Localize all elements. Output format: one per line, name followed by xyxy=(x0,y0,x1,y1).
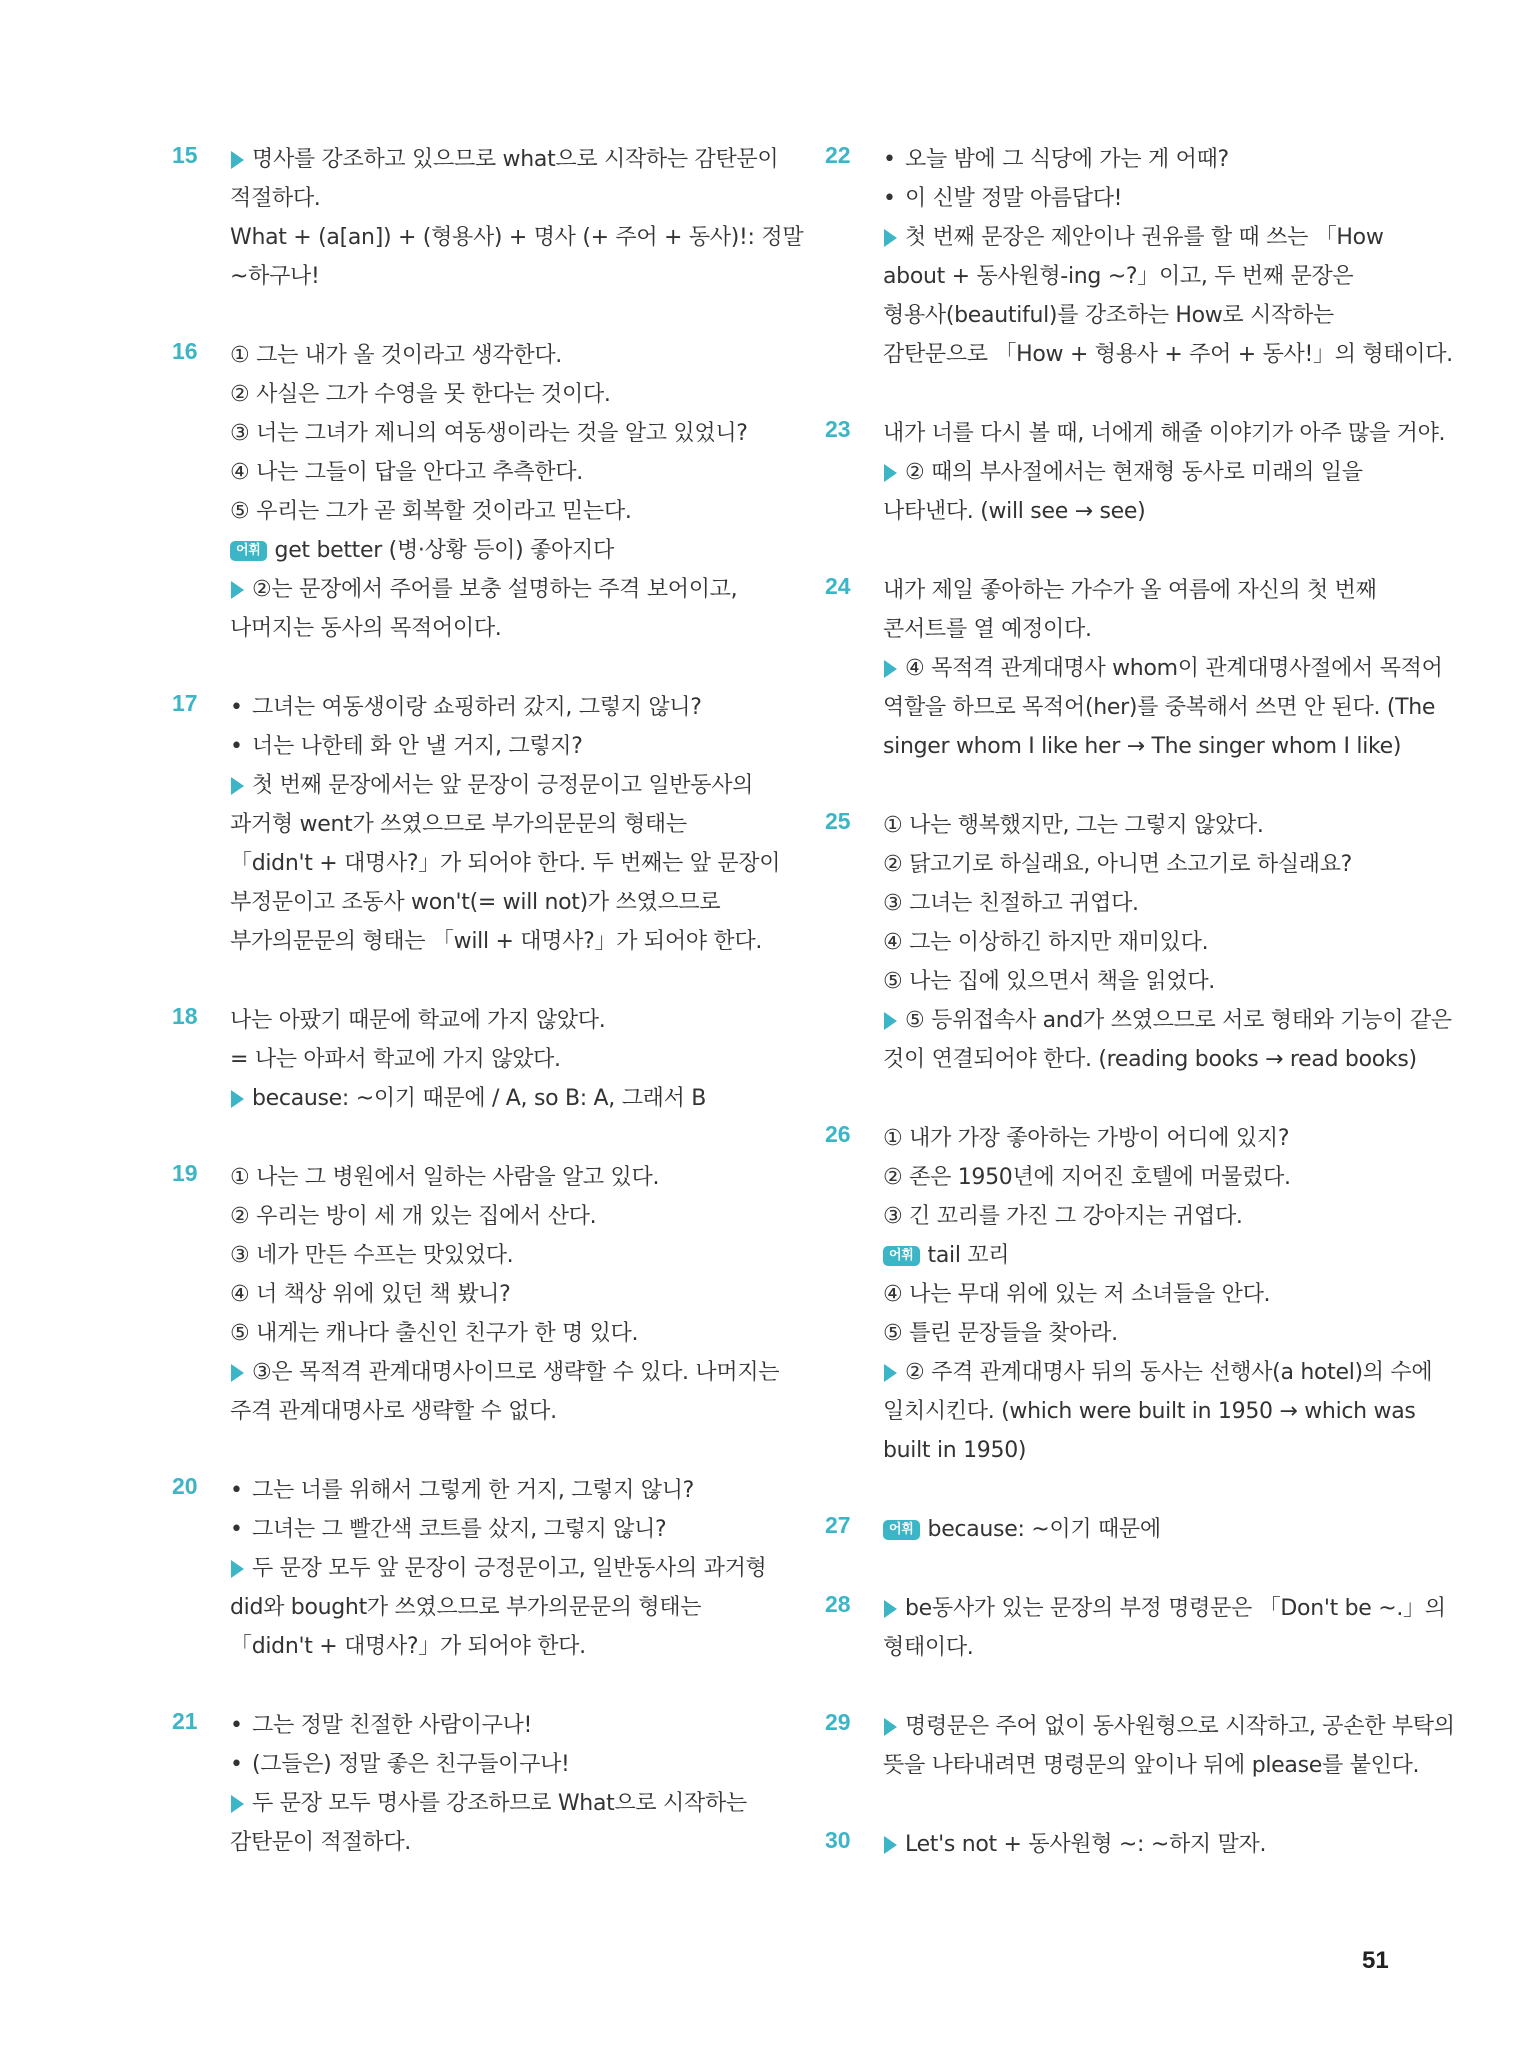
vocabulary-line xyxy=(230,531,752,570)
text-line: = 나는 아파서 학교에 가지 않았다. xyxy=(230,1047,561,1072)
bullet-text: 그녀는 그 빨간색 코트를 샀지, 그렇지 않니? xyxy=(252,1517,667,1542)
text-line: ④ 나는 그들이 답을 안다고 추측한다. xyxy=(230,460,583,485)
question-number: 23 xyxy=(825,416,851,442)
text-line: 부정문이고 조동사 won't(= will not)가 쓰였으므로 xyxy=(230,890,721,915)
triangle-arrow-icon xyxy=(884,229,897,247)
triangle-arrow-icon xyxy=(231,1364,244,1382)
text-line: 뜻을 나타내려면 명령문의 앞이나 뒤에 please를 붙인다. xyxy=(883,1753,1420,1778)
triangle-arrow-icon xyxy=(884,464,897,482)
question-number: 29 xyxy=(825,1709,851,1735)
answer-item-29 xyxy=(825,1707,1455,1785)
text-line: ④ 그는 이상하긴 하지만 재미있다. xyxy=(883,930,1209,955)
text-line: ③ 그녀는 친절하고 귀엽다. xyxy=(883,891,1139,916)
vocab-text: get better (병·상황 등이) 좋아지다 xyxy=(274,538,614,563)
triangle-arrow-icon xyxy=(884,1718,897,1736)
text-line: ⑤ 나는 집에 있으면서 책을 읽었다. xyxy=(883,969,1215,994)
explanation-text: because: ~이기 때문에 / A, so B: A, 그래서 B xyxy=(252,1086,707,1111)
question-number: 25 xyxy=(825,808,851,834)
answer-item-23 xyxy=(825,414,1446,531)
explanation-text: 두 문장 모두 앞 문장이 긍정문이고, 일반동사의 과거형 xyxy=(252,1556,767,1581)
vocab-badge: 어휘 xyxy=(230,541,267,561)
bullet-text: 너는 나한테 화 안 낼 거지, 그렇지? xyxy=(252,734,583,759)
question-number: 19 xyxy=(172,1160,198,1186)
explanation-text: 두 문장 모두 명사를 강조하므로 What으로 시작하는 xyxy=(252,1791,747,1816)
answer-item-27 xyxy=(825,1510,1415,1549)
question-number: 17 xyxy=(172,690,198,716)
question-number: 28 xyxy=(825,1591,851,1617)
text-line: ① 나는 행복했지만, 그는 그렇지 않았다. xyxy=(883,813,1264,838)
explanation-line xyxy=(883,1825,1415,1864)
explanation-line xyxy=(230,1079,752,1118)
triangle-arrow-icon xyxy=(884,1012,897,1030)
answer-item-24 xyxy=(825,571,1443,766)
text-line: 콘서트를 열 예정이다. xyxy=(883,617,1092,642)
explanation-line xyxy=(883,1353,1433,1392)
text-line: ① 내가 가장 좋아하는 가방이 어디에 있지? xyxy=(883,1126,1290,1151)
explanation-text: ②는 문장에서 주어를 보충 설명하는 주격 보어이고, xyxy=(252,577,738,602)
question-number: 21 xyxy=(172,1708,198,1734)
answer-item-16 xyxy=(172,336,752,648)
question-number: 24 xyxy=(825,573,851,599)
text-line: ③ 네가 만든 수프는 맛있었다. xyxy=(230,1243,514,1268)
text-line: 나는 아팠기 때문에 학교에 가지 않았다. xyxy=(230,1008,606,1033)
triangle-arrow-icon xyxy=(884,1836,897,1854)
triangle-arrow-icon xyxy=(231,1560,244,1578)
triangle-arrow-icon xyxy=(231,581,244,599)
text-line: 형용사(beautiful)를 강조하는 How로 시작하는 xyxy=(883,303,1334,328)
vocab-badge: 어휘 xyxy=(883,1246,920,1266)
text-line: ③ 긴 꼬리를 가진 그 강아지는 귀엽다. xyxy=(883,1204,1243,1229)
explanation-line xyxy=(230,1784,752,1823)
text-line: ④ 나는 무대 위에 있는 저 소녀들을 안다. xyxy=(883,1282,1271,1307)
question-number: 15 xyxy=(172,142,198,168)
text-line: 것이 연결되어야 한다. (reading books → read books) xyxy=(883,1047,1417,1072)
bullet-line xyxy=(230,688,752,727)
explanation-line xyxy=(230,140,779,179)
triangle-arrow-icon xyxy=(231,151,244,169)
explanation-line xyxy=(883,1001,1452,1040)
triangle-arrow-icon xyxy=(884,660,897,678)
text-line: ⑤ 틀린 문장들을 찾아라. xyxy=(883,1321,1118,1346)
text-line: did와 bought가 쓰였으므로 부가의문문의 형태는 xyxy=(230,1595,702,1620)
text-line: 감탄문으로 「How + 형용사 + 주어 + 동사!」의 형태이다. xyxy=(883,342,1453,367)
text-line: 형태이다. xyxy=(883,1635,974,1660)
explanation-text: 명사를 강조하고 있으므로 what으로 시작하는 감탄문이 xyxy=(252,147,779,172)
answer-item-18 xyxy=(172,1001,752,1118)
vocab-badge: 어휘 xyxy=(883,1520,920,1540)
bullet-text: (그들은) 정말 좋은 친구들이구나! xyxy=(252,1752,570,1777)
explanation-line xyxy=(883,649,1443,688)
left-column xyxy=(172,140,804,1902)
bullet-text: 그는 정말 친절한 사람이구나! xyxy=(252,1713,533,1738)
vocab-text: because: ~이기 때문에 xyxy=(927,1517,1161,1542)
text-line: ⑤ 우리는 그가 곧 회복할 것이라고 믿는다. xyxy=(230,499,632,524)
question-number: 18 xyxy=(172,1003,198,1029)
text-line: 나타낸다. (will see → see) xyxy=(883,499,1146,524)
triangle-arrow-icon xyxy=(884,1600,897,1618)
vocabulary-line xyxy=(883,1236,1415,1275)
text-line: ④ 너 책상 위에 있던 책 봤니? xyxy=(230,1282,511,1307)
question-number: 20 xyxy=(172,1473,198,1499)
explanation-line xyxy=(230,1353,780,1392)
answer-item-25 xyxy=(825,806,1452,1079)
vocab-text: tail 꼬리 xyxy=(927,1243,1010,1268)
text-line: What + (a[an]) + (형용사) + 명사 (+ 주어 + 동사)!: 정말 xyxy=(230,225,804,250)
bullet-line xyxy=(230,1745,752,1784)
bullet-line xyxy=(230,1706,752,1745)
bullet-line xyxy=(230,1471,752,1510)
explanation-line xyxy=(230,570,752,609)
explanation-text: 첫 번째 문장은 제안이나 권유를 할 때 쓰는 「How xyxy=(905,225,1384,250)
text-line: 내가 너를 다시 볼 때, 너에게 해줄 이야기가 아주 많을 거야. xyxy=(883,421,1446,446)
answer-item-26 xyxy=(825,1119,1433,1470)
text-line: ① 나는 그 병원에서 일하는 사람을 알고 있다. xyxy=(230,1165,660,1190)
explanation-text: ② 때의 부사절에서는 현재형 동사로 미래의 일을 xyxy=(905,460,1363,485)
bullet-text: 오늘 밤에 그 식당에 가는 게 어때? xyxy=(905,147,1229,172)
right-column xyxy=(825,140,1455,1904)
text-line: 일치시킨다. (which were built in 1950 → which was xyxy=(883,1399,1416,1424)
explanation-text: ③은 목적격 관계대명사이므로 생략할 수 있다. 나머지는 xyxy=(252,1360,780,1385)
bullet-text: 그녀는 여동생이랑 쇼핑하러 갔지, 그렇지 않니? xyxy=(252,695,702,720)
text-line: ③ 너는 그녀가 제니의 여동생이라는 것을 알고 있었니? xyxy=(230,421,748,446)
text-line: ② 우리는 방이 세 개 있는 집에서 산다. xyxy=(230,1204,597,1229)
explanation-line xyxy=(883,1589,1446,1628)
text-line: ① 그는 내가 올 것이라고 생각한다. xyxy=(230,343,562,368)
explanation-line xyxy=(230,1549,767,1588)
explanation-text: 첫 번째 문장에서는 앞 문장이 긍정문이고 일반동사의 xyxy=(252,773,754,798)
answer-item-28 xyxy=(825,1589,1446,1667)
bullet-line xyxy=(230,1510,752,1549)
text-line: 「didn't + 대명사?」가 되어야 한다. xyxy=(230,1634,586,1659)
bullet-line xyxy=(883,179,1415,218)
explanation-line xyxy=(230,766,752,805)
question-number: 26 xyxy=(825,1121,851,1147)
page-number: 51 xyxy=(1362,1947,1389,1974)
explanation-text: ⑤ 등위접속사 and가 쓰였으므로 서로 형태와 기능이 같은 xyxy=(905,1008,1452,1033)
answer-item-30 xyxy=(825,1825,1415,1864)
triangle-arrow-icon xyxy=(231,1795,244,1813)
question-number: 27 xyxy=(825,1512,851,1538)
triangle-arrow-icon xyxy=(231,1090,244,1108)
text-line: 부가의문문의 형태는 「will + 대명사?」가 되어야 한다. xyxy=(230,929,763,954)
explanation-line xyxy=(883,453,1415,492)
explanation-text: ④ 목적격 관계대명사 whom이 관계대명사절에서 목적어 xyxy=(905,656,1443,681)
text-line: 적절하다. xyxy=(230,186,321,211)
text-line: singer whom I like her → The singer whom I like) xyxy=(883,734,1402,759)
triangle-arrow-icon xyxy=(231,777,244,795)
answer-item-21 xyxy=(172,1706,752,1862)
bullet-text: 그는 너를 위해서 그렇게 한 거지, 그렇지 않니? xyxy=(252,1478,695,1503)
question-number: 16 xyxy=(172,338,198,364)
explanation-line xyxy=(883,1707,1455,1746)
question-number: 22 xyxy=(825,142,851,168)
text-line: 과거형 went가 쓰였으므로 부가의문문의 형태는 xyxy=(230,812,687,837)
text-line: 「didn't + 대명사?」가 되어야 한다. 두 번째는 앞 문장이 xyxy=(230,851,781,876)
answer-item-15 xyxy=(172,140,804,296)
text-line: 내가 제일 좋아하는 가수가 올 여름에 자신의 첫 번째 xyxy=(883,578,1377,603)
text-line: ~하구나! xyxy=(230,264,320,289)
explanation-text: Let's not + 동사원형 ~: ~하지 말자. xyxy=(905,1832,1267,1857)
bullet-line xyxy=(230,727,752,766)
text-line: about + 동사원형-ing ~?」이고, 두 번째 문장은 xyxy=(883,264,1354,289)
text-line: built in 1950) xyxy=(883,1438,1027,1463)
answer-item-19 xyxy=(172,1158,780,1431)
explanation-text: be동사가 있는 문장의 부정 명령문은 「Don't be ~.」의 xyxy=(905,1596,1446,1621)
text-line: ② 존은 1950년에 지어진 호텔에 머물렀다. xyxy=(883,1165,1291,1190)
answer-item-22 xyxy=(825,140,1453,374)
bullet-line xyxy=(883,140,1415,179)
text-line: ⑤ 내게는 캐나다 출신인 친구가 한 명 있다. xyxy=(230,1321,639,1346)
text-line: ② 닭고기로 하실래요, 아니면 소고기로 하실래요? xyxy=(883,852,1353,877)
explanation-text: ② 주격 관계대명사 뒤의 동사는 선행사(a hotel)의 수에 xyxy=(905,1360,1433,1385)
text-line: ② 사실은 그가 수영을 못 한다는 것이다. xyxy=(230,382,611,407)
answer-item-17 xyxy=(172,688,781,961)
text-line: 역할을 하므로 목적어(her)를 중복해서 쓰면 안 된다. (The xyxy=(883,695,1436,720)
triangle-arrow-icon xyxy=(884,1364,897,1382)
bullet-text: 이 신발 정말 아름답다! xyxy=(905,186,1123,211)
text-line: 감탄문이 적절하다. xyxy=(230,1830,412,1855)
question-number: 30 xyxy=(825,1827,851,1853)
text-line: 주격 관계대명사로 생략할 수 없다. xyxy=(230,1399,557,1424)
answer-item-20 xyxy=(172,1471,767,1666)
explanation-text: 명령문은 주어 없이 동사원형으로 시작하고, 공손한 부탁의 xyxy=(905,1714,1455,1739)
explanation-line xyxy=(883,218,1415,257)
text-line: 나머지는 동사의 목적어이다. xyxy=(230,616,502,641)
vocabulary-line xyxy=(883,1510,1415,1549)
